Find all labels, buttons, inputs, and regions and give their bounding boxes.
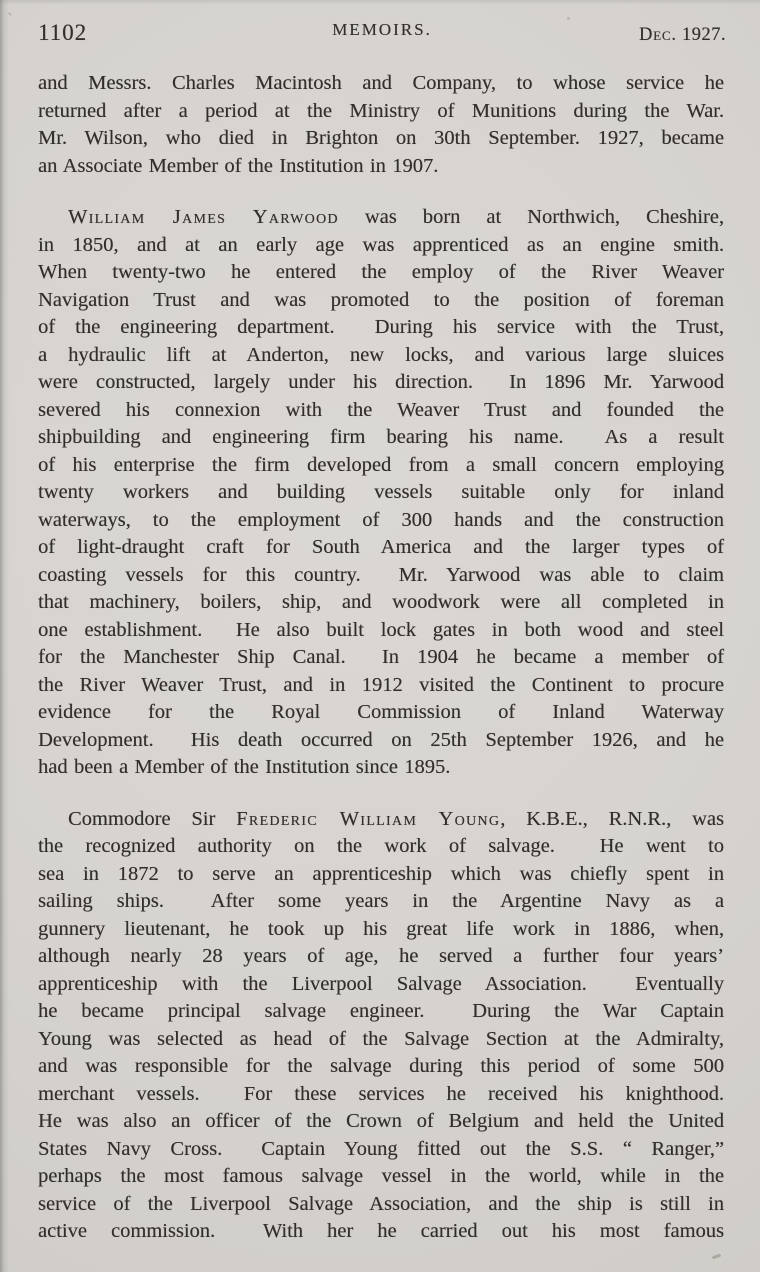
text-line: waterways, to the employment of 300 hands and the construction — [38, 508, 724, 531]
paragraph — [38, 806, 724, 1246]
text-line: States Navy Cross. Captain Young fitted out the S.S. “ Ranger,” — [38, 1137, 724, 1160]
text-line: Mr. Wilson, who died in Brighton on 30th September. 1927, became — [38, 127, 724, 149]
scan-edge-shadow — [0, 0, 9, 1272]
text-line: Navigation Trust and was promoted to the position of foreman — [38, 288, 724, 311]
page-header — [38, 20, 726, 46]
scan-speck — [8, 12, 12, 16]
text-line: twenty workers and building vessels suitable only for inland — [38, 481, 724, 503]
text-line: were constructed, largely under his direction. In 1896 Mr. Yarwood — [38, 371, 724, 393]
scan-edge-shadow-top — [0, 0, 760, 5]
page-body — [38, 70, 724, 1246]
text-line: sailing ships. After some years in the Argentine Navy as a — [38, 890, 724, 912]
text-line: active commission. With her he carried out his most famous — [38, 1220, 724, 1242]
paragraph — [38, 70, 724, 180]
text-line: had been a Member of the Institution since 1895. — [38, 756, 451, 778]
text-line: shipbuilding and engineering firm bearing his name. As a result — [38, 426, 724, 448]
text-line: he became principal salvage engineer. During the War Captain — [38, 1000, 724, 1022]
text-line: of the engineering department. During his service with the Trust, — [38, 316, 724, 338]
text-line: of his enterprise the firm developed from a small concern employing — [38, 453, 724, 476]
paragraph — [38, 204, 724, 782]
text-line: He was also an officer of the Crown of Belgium and held the United — [38, 1110, 724, 1132]
text-line: for the Manchester Ship Canal. In 1904 he became a member of — [38, 646, 724, 668]
text-line: one establishment. He also built lock gates in both wood and steel — [38, 618, 724, 641]
text-line: returned after a period at the Ministry of Munitions during the War. — [38, 99, 724, 122]
text-line: and Messrs. Charles Macintosh and Company, to whose service he — [38, 72, 724, 94]
text-line: in 1850, and at an early age was apprenticed as an engine smith. — [38, 233, 724, 256]
text-line: Young was selected as head of the Salvage Section at the Admiralty, — [38, 1027, 724, 1050]
text-line: When twenty-two he entered the employ of the River Weaver — [38, 261, 724, 283]
scan-speck — [712, 1254, 721, 1260]
header-date: Dec. 1927. — [638, 25, 726, 45]
text-line: merchant vessels. For these services he received his knighthood. — [38, 1082, 724, 1105]
text-line: apprenticeship with the Liverpool Salvage Association. Eventually — [38, 972, 724, 995]
page-number: 1102 — [38, 20, 88, 45]
text-line: evidence for the Royal Commission of Inland Waterway — [38, 701, 724, 723]
text-line: William James Yarwood was born at Northwich, Cheshire, — [68, 206, 725, 228]
text-line: gunnery lieutenant, he took up his great life work in 1886, when, — [38, 917, 724, 940]
text-line: the River Weaver Trust, and in 1912 visited the Continent to procure — [38, 673, 724, 696]
text-line: Commodore Sir Frederic William Young, K.B.E., R.N.R., was — [68, 807, 724, 830]
text-line: although nearly 28 years of age, he served a further four years’ — [38, 945, 724, 967]
text-line: of light-draught craft for South America and the larger types of — [38, 536, 724, 558]
text-line: an Associate Member of the Institution in 1907. — [38, 154, 439, 177]
text-line: a hydraulic lift at Anderton, new locks, and various large sluices — [38, 343, 724, 366]
text-line: that machinery, boilers, ship, and woodwork were all completed in — [38, 591, 724, 613]
text-line: Development. His death occurred on 25th September 1926, and he — [38, 728, 724, 751]
text-line: coasting vessels for this country. Mr. Yarwood was able to claim — [38, 563, 724, 586]
text-line: severed his connexion with the Weaver Trust and founded the — [38, 398, 724, 421]
running-title: MEMOIRS. — [332, 20, 432, 39]
text-line: sea in 1872 to serve an apprenticeship which was chiefly spent in — [38, 862, 724, 885]
text-line: service of the Liverpool Salvage Association, and the ship is still in — [38, 1192, 724, 1215]
text-line: and was responsible for the salvage during this period of some 500 — [38, 1055, 724, 1077]
text-line: perhaps the most famous salvage vessel in the world, while in the — [38, 1165, 724, 1187]
text-line: the recognized authority on the work of salvage. He went to — [38, 835, 724, 857]
